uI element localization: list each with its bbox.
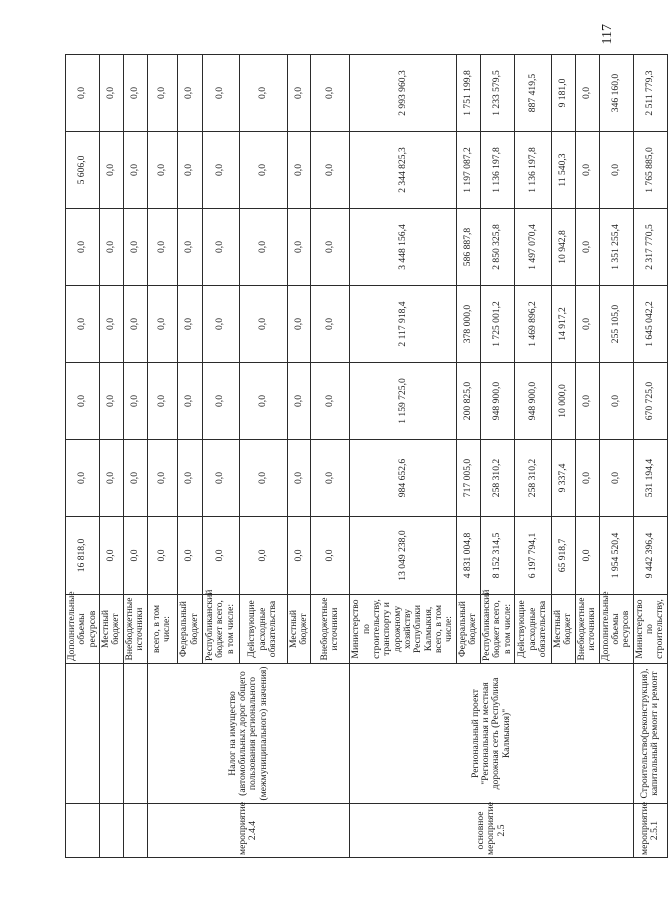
- value-cell: 13 049 238,0: [350, 517, 457, 595]
- value-cell: 0,0: [575, 286, 599, 363]
- value-cell: 2 344 825,3: [350, 132, 457, 209]
- value-cell: 0,0: [202, 209, 239, 286]
- value-cell: 0,0: [202, 286, 239, 363]
- source-label: Дополнительные объемы ресурсов: [599, 595, 633, 664]
- value-cell: 887 419,5: [514, 55, 551, 132]
- value-cell: 0,0: [147, 132, 177, 209]
- value-cell: 9 337,4: [551, 440, 575, 517]
- value-cell: 346 160,0: [599, 55, 633, 132]
- measure-type-cell: [123, 804, 147, 858]
- value-cell: 10 942,8: [551, 209, 575, 286]
- value-cell: 0,0: [202, 132, 239, 209]
- value-cell: 0,0: [147, 440, 177, 517]
- value-cell: 0,0: [575, 517, 599, 595]
- measure-name-cell: [123, 664, 147, 804]
- source-label: Федеральный бюджет: [177, 595, 202, 664]
- value-cell: 0,0: [123, 517, 147, 595]
- value-cell: 0,0: [239, 440, 287, 517]
- value-cell: 65 918,7: [551, 517, 575, 595]
- value-cell: 586 887,8: [456, 209, 480, 286]
- value-cell: 0,0: [100, 55, 124, 132]
- value-cell: 0,0: [202, 440, 239, 517]
- measure-type-cell: [66, 804, 100, 858]
- table-row: [100, 55, 124, 858]
- value-cell: 0,0: [66, 440, 100, 517]
- value-cell: 0,0: [177, 363, 202, 440]
- value-cell: 8 152 314,5: [480, 517, 514, 595]
- source-label: Республиканский бюджет всего, в том числе:: [202, 595, 239, 664]
- measure-name-cell: Строительство(реконструкция), капитальный ремонт и ремонт: [633, 664, 667, 804]
- page-number: 117: [600, 24, 615, 45]
- value-cell: 9 442 396,4: [633, 517, 667, 595]
- value-cell: 984 652,6: [350, 440, 457, 517]
- value-cell: 0,0: [147, 55, 177, 132]
- value-cell: 0,0: [147, 363, 177, 440]
- value-cell: 16 818,0: [66, 517, 100, 595]
- rotated-table-frame: [65, 55, 666, 858]
- value-cell: 0,0: [287, 363, 311, 440]
- value-cell: 11 540,3: [551, 132, 575, 209]
- value-cell: 0,0: [287, 440, 311, 517]
- value-cell: 0,0: [147, 286, 177, 363]
- measure-type-cell: [100, 804, 124, 858]
- value-cell: 258 310,2: [480, 440, 514, 517]
- value-cell: 0,0: [123, 286, 147, 363]
- measure-type-cell: мероприятие 2.4.4: [147, 804, 350, 858]
- measure-type-cell: основное мероприятие 2.5: [350, 804, 633, 858]
- budget-table: [65, 54, 668, 858]
- value-cell: 0,0: [177, 440, 202, 517]
- measure-name-cell: [66, 664, 100, 804]
- source-label: Внебюджетные источники: [575, 595, 599, 664]
- value-cell: 1 954 520,4: [599, 517, 633, 595]
- value-cell: 0,0: [575, 440, 599, 517]
- value-cell: 0,0: [287, 286, 311, 363]
- value-cell: 0,0: [100, 209, 124, 286]
- value-cell: 0,0: [287, 517, 311, 595]
- measure-name-cell: [100, 664, 124, 804]
- value-cell: 200 825,0: [456, 363, 480, 440]
- value-cell: 1 765 885,0: [633, 132, 667, 209]
- value-cell: 0,0: [100, 440, 124, 517]
- source-label: Местный бюджет: [100, 595, 124, 664]
- value-cell: 948 900,0: [514, 363, 551, 440]
- value-cell: 1 233 579,5: [480, 55, 514, 132]
- value-cell: 0,0: [575, 55, 599, 132]
- value-cell: 255 105,0: [599, 286, 633, 363]
- value-cell: 3 448 156,4: [350, 209, 457, 286]
- value-cell: 1 136 197,8: [480, 132, 514, 209]
- value-cell: 1 469 896,2: [514, 286, 551, 363]
- source-label: Местный бюджет: [551, 595, 575, 664]
- table-body: [66, 55, 668, 858]
- value-cell: 0,0: [100, 517, 124, 595]
- value-cell: 0,0: [100, 286, 124, 363]
- measure-name-cell: Региональный проект "Региональная и местная дорожная сеть (Республика Калмыкия)": [350, 664, 633, 804]
- value-cell: 1 136 197,8: [514, 132, 551, 209]
- value-cell: 0,0: [177, 132, 202, 209]
- source-label: Внебюджетные источники: [123, 595, 147, 664]
- value-cell: 0,0: [66, 55, 100, 132]
- measure-type-cell: мероприятие 2.5.1: [633, 804, 667, 858]
- value-cell: 0,0: [599, 132, 633, 209]
- value-cell: 531 194,4: [633, 440, 667, 517]
- value-cell: 0,0: [311, 440, 350, 517]
- value-cell: 0,0: [287, 55, 311, 132]
- value-cell: 4 831 004,8: [456, 517, 480, 595]
- value-cell: 0,0: [239, 517, 287, 595]
- value-cell: 9 181,0: [551, 55, 575, 132]
- value-cell: 0,0: [239, 209, 287, 286]
- value-cell: 0,0: [311, 55, 350, 132]
- source-label: Действующие расходные обязательства: [514, 595, 551, 664]
- value-cell: 0,0: [177, 517, 202, 595]
- value-cell: 0,0: [599, 363, 633, 440]
- source-label: Внебюджетные источники: [311, 595, 350, 664]
- value-cell: 0,0: [575, 132, 599, 209]
- value-cell: 0,0: [287, 209, 311, 286]
- value-cell: 1 751 199,8: [456, 55, 480, 132]
- source-label: Министерство по строительству, транспорту и дорожному хозяйству Республики Калмыкия, всего, в том числе:: [350, 595, 457, 664]
- source-label: Министерство по строительству,: [633, 595, 667, 664]
- source-label: Федеральный бюджет: [456, 595, 480, 664]
- value-cell: 0,0: [147, 209, 177, 286]
- value-cell: 0,0: [177, 55, 202, 132]
- value-cell: 948 900,0: [480, 363, 514, 440]
- value-cell: 1 351 255,4: [599, 209, 633, 286]
- value-cell: 0,0: [177, 209, 202, 286]
- value-cell: 0,0: [202, 363, 239, 440]
- value-cell: 0,0: [599, 440, 633, 517]
- source-label: Действующие расходные обязательства: [239, 595, 287, 664]
- value-cell: 0,0: [239, 363, 287, 440]
- value-cell: 0,0: [123, 363, 147, 440]
- value-cell: 0,0: [147, 517, 177, 595]
- value-cell: 0,0: [177, 286, 202, 363]
- value-cell: 0,0: [66, 209, 100, 286]
- value-cell: 0,0: [311, 286, 350, 363]
- value-cell: 2 511 779,3: [633, 55, 667, 132]
- value-cell: 2 993 960,3: [350, 55, 457, 132]
- value-cell: 2 317 770,5: [633, 209, 667, 286]
- value-cell: 0,0: [311, 209, 350, 286]
- value-cell: 0,0: [202, 55, 239, 132]
- value-cell: 0,0: [123, 209, 147, 286]
- value-cell: 2 850 325,8: [480, 209, 514, 286]
- value-cell: 0,0: [123, 440, 147, 517]
- value-cell: 0,0: [287, 132, 311, 209]
- table-row: [123, 55, 147, 858]
- value-cell: 1 725 001,2: [480, 286, 514, 363]
- value-cell: 5 606,0: [66, 132, 100, 209]
- table-row: [633, 55, 667, 858]
- value-cell: 0,0: [66, 286, 100, 363]
- source-label: Республиканский бюджет всего, в том числе:: [480, 595, 514, 664]
- value-cell: 670 725,0: [633, 363, 667, 440]
- value-cell: 0,0: [202, 517, 239, 595]
- table-row: [147, 55, 177, 858]
- value-cell: 1 645 042,2: [633, 286, 667, 363]
- value-cell: 0,0: [100, 132, 124, 209]
- value-cell: 1 497 070,4: [514, 209, 551, 286]
- rotated-page-area: [65, 55, 666, 858]
- value-cell: 2 117 918,4: [350, 286, 457, 363]
- value-cell: 258 310,2: [514, 440, 551, 517]
- value-cell: 0,0: [100, 363, 124, 440]
- source-label: Местный бюджет: [287, 595, 311, 664]
- value-cell: 0,0: [239, 132, 287, 209]
- value-cell: 14 917,2: [551, 286, 575, 363]
- value-cell: 0,0: [311, 363, 350, 440]
- value-cell: 0,0: [239, 55, 287, 132]
- value-cell: 0,0: [66, 363, 100, 440]
- value-cell: 378 000,0: [456, 286, 480, 363]
- value-cell: 0,0: [575, 363, 599, 440]
- table-row: [66, 55, 100, 858]
- source-label: всего, в том числе:: [147, 595, 177, 664]
- value-cell: 1 197 087,2: [456, 132, 480, 209]
- source-label: Дополнительные объемы ресурсов: [66, 595, 100, 664]
- value-cell: 1 159 725,0: [350, 363, 457, 440]
- value-cell: 717 005,0: [456, 440, 480, 517]
- value-cell: 6 197 794,1: [514, 517, 551, 595]
- value-cell: 0,0: [123, 55, 147, 132]
- value-cell: 0,0: [239, 286, 287, 363]
- value-cell: 0,0: [123, 132, 147, 209]
- table-row: [350, 55, 457, 858]
- value-cell: 0,0: [575, 209, 599, 286]
- value-cell: 10 000,0: [551, 363, 575, 440]
- value-cell: 0,0: [311, 517, 350, 595]
- measure-name-cell: Налог на имущество (автомобильных дорог общего пользования регионального (межмуниципального) значения): [147, 664, 350, 804]
- value-cell: 0,0: [311, 132, 350, 209]
